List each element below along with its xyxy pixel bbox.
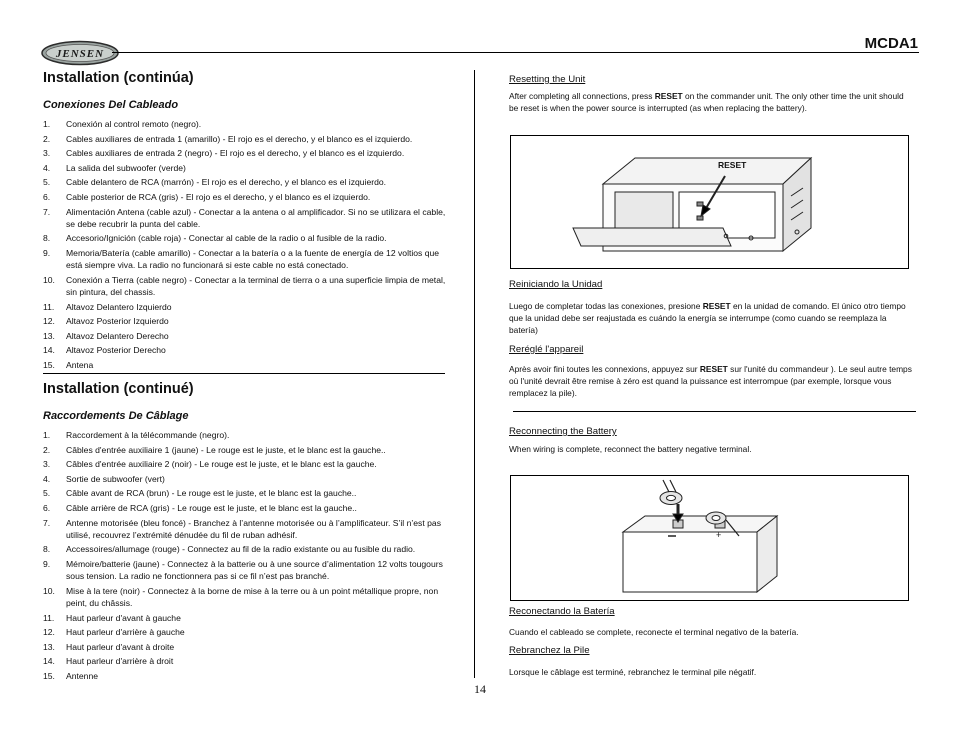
list-item [43, 359, 448, 371]
reset-es-heading: Reiniciando la Unidad [509, 279, 603, 290]
reset-fr-heading: Reréglé l'appareil [509, 344, 584, 355]
spanish-wiring-list [43, 118, 448, 371]
battery-en-text: When wiring is complete, reconnect the battery negative terminal. [509, 444, 752, 454]
reset-illustration [510, 135, 909, 269]
list-item-number: 2. [43, 133, 51, 144]
header-rule [112, 52, 919, 53]
list-item [43, 133, 448, 145]
svg-text:+: + [716, 530, 722, 540]
column-divider [474, 70, 475, 678]
list-item-number: 9. [43, 247, 51, 258]
spanish-section-subtitle: Conexiones Del Cableado [43, 99, 179, 111]
list-item [43, 301, 448, 313]
list-item-text: Mise à la tere (noir) - Connectez à la borne de mise à la terre ou à un point métallique propre, non peint, du châssis. [66, 585, 439, 608]
battery-fr-text: Lorsque le câblage est terminé, rebranchez le terminal pile négatif. [509, 667, 757, 677]
list-item-number: 8. [43, 233, 51, 244]
list-item [43, 232, 448, 244]
left-column [43, 70, 448, 374]
list-item-number: 1. [43, 430, 51, 440]
list-item [43, 502, 448, 514]
head-unit-drawing [511, 136, 908, 268]
list-item-number: 5. [43, 177, 51, 188]
list-item-number: 4. [43, 162, 51, 173]
list-item-number: 8. [43, 544, 51, 555]
list-item-number: 2. [43, 444, 51, 455]
list-item [43, 655, 448, 667]
list-item [43, 344, 448, 356]
list-item-text: Conexión a Tierra (cable negro) - Conectar a la terminal de tierra o a una superficie limpia de metal, sin pintura, del chassis. [66, 274, 446, 297]
list-item-text: Sortie de subwoofer (vert) [66, 473, 165, 484]
list-item-text: Altavoz Delantero Izquierdo [66, 301, 172, 312]
list-item-text: Altavoz Posterior Derecho [66, 345, 166, 356]
list-item [43, 118, 448, 130]
list-item-text: Antena [66, 359, 94, 370]
list-item-number: 6. [43, 502, 51, 513]
list-item-number: 1. [43, 119, 51, 129]
left-column-french [43, 381, 448, 685]
list-item-number: 13. [43, 330, 55, 341]
reset-es-text: Luego de completar todas las conexiones, presione RESET en la unidad de comando. El único otro tiempo que la unidad debe ser reajustada es cuándo la energía se interrumpe (como cuando se reemplaza la batería) [509, 301, 906, 335]
jensen-logo [40, 40, 120, 66]
reset-fr-text: Après avoir fini toutes les connexions, appuyez sur RESET sur l'unité du commandeur ). Le seul autre temps où l'unité devrait être remise à zéro est quand la puissance est interrompue (par exemple, lorsque vous remplacez la pile). [509, 364, 912, 398]
list-item-number: 6. [43, 191, 51, 202]
list-item-text: Haut parleur d'arrière à gauche [66, 627, 185, 638]
list-item-text: Alimentación Antena (cable azul) - Conectar a la antena o al amplificador. Si no se utilizara el cable, se debe recubrir la punta del cable. [66, 206, 446, 229]
list-item [43, 641, 448, 653]
list-item-text: Raccordement à la télécommande (negro). [66, 430, 230, 440]
list-item [43, 147, 448, 159]
list-item-text: Accesorio/Ignición (cable roja) - Conectar al cable de la radio o al fusible de la radio. [66, 233, 387, 244]
list-item [43, 429, 448, 441]
list-item-number: 7. [43, 206, 51, 217]
list-item-text: Cables auxiliares de entrada 2 (negro) - El rojo es el derecho, y el blanco es el izquierdo. [66, 148, 405, 159]
reset-en-text: After completing all connections, press RESET on the commander unit. The only other time the unit should be reset is when the power source is interrupted (as when replacing the battery). [509, 91, 904, 113]
reset-callout-label: RESET [718, 160, 747, 170]
list-item-number: 13. [43, 641, 55, 652]
list-item-number: 15. [43, 359, 55, 370]
list-item-number: 4. [43, 473, 51, 484]
list-item-text: Câble arrière de RCA (gris) - Le rouge est le juste, et le blanc est la gauche.. [66, 502, 357, 513]
list-item-text: Cable delantero de RCA (marrón) - El rojo es el derecho, y el blanco es el izquierdo. [66, 177, 387, 188]
battery-en-heading: Reconnecting the Battery [509, 426, 617, 437]
french-section-title: Installation (continué) [43, 381, 194, 397]
battery-es-heading: Reconectando la Batería [509, 606, 615, 617]
list-item-text: Altavoz Posterior Izquierdo [66, 316, 169, 327]
list-item-text: Conexión al control remoto (negro). [66, 119, 202, 129]
right-section-divider [513, 411, 916, 412]
list-item-number: 12. [43, 316, 55, 327]
battery-illustration [510, 475, 909, 601]
list-item [43, 315, 448, 327]
reset-en-heading: Resetting the Unit [509, 74, 586, 85]
list-item [43, 473, 448, 485]
list-item-text: Mémoire/batterie (jaune) - Connectez à la batterie ou à une source d’alimentation 12 volts tougours sous tension. La radio ne fonctionnera pas si ce fil n’est pas branché. [66, 558, 443, 582]
list-item-text: Câble avant de RCA (brun) - Le rouge est le juste, et le blanc est la gauche.. [66, 488, 357, 499]
list-item-text: Memoria/Batería (cable amarillo) - Conectar a la batería o a la fuente de energía de 12 voltios que está siempre viva. La radio no funcionará si este cable no está conectado. [66, 247, 440, 271]
list-item-text: La salida del subwoofer (verde) [66, 162, 186, 173]
list-item-number: 11. [43, 301, 55, 312]
list-item-number: 10. [43, 274, 55, 285]
battery-drawing [511, 476, 908, 600]
list-item-text: Haut parleur d'arrière à droit [66, 656, 174, 667]
list-item-number: 11. [43, 612, 55, 623]
list-item [43, 162, 448, 174]
list-item-text: Antenne [66, 670, 99, 681]
list-item [43, 612, 448, 624]
list-item-text: Haut parleur d'avant à gauche [66, 612, 181, 623]
list-item-number: 3. [43, 459, 51, 470]
list-item-number: 12. [43, 627, 55, 638]
list-item-number: 14. [43, 345, 55, 356]
list-item-text: Câbles d'entrée auxiliaire 1 (jaune) - Le rouge est le juste, et le blanc est la gauche.. [66, 444, 386, 455]
list-item-text: Cable posterior de RCA (gris) - El rojo es el derecho, y el blanco es el izquierdo. [66, 191, 371, 202]
list-item-text: Accessoires/allumage (rouge) - Connectez au fil de la radio existante ou au fusible du radio. [66, 544, 416, 555]
list-item-number: 5. [43, 488, 51, 499]
list-item-number: 10. [43, 585, 55, 596]
list-item [43, 191, 448, 203]
list-item [43, 206, 448, 230]
list-item [43, 458, 448, 470]
list-item [43, 543, 448, 555]
list-item [43, 517, 448, 541]
list-item [43, 330, 448, 342]
battery-es-text: Cuando el cableado se complete, reconecte el terminal negativo de la batería. [509, 627, 799, 637]
list-item [43, 176, 448, 188]
list-item-number: 15. [43, 670, 55, 681]
french-section-subtitle: Raccordements De Câblage [43, 410, 189, 422]
list-item-text: Haut parleur d'avant à droite [66, 641, 175, 652]
list-item [43, 444, 448, 456]
battery-fr-heading: Rebranchez la Pile [509, 645, 590, 656]
list-item [43, 626, 448, 638]
list-item [43, 487, 448, 499]
spanish-section-title: Installation (continúa) [43, 70, 194, 86]
list-item-number: 14. [43, 656, 55, 667]
list-item [43, 274, 448, 298]
section-divider [43, 373, 445, 374]
list-item-text: Câbles d'entrée auxiliaire 2 (noir) - Le rouge est le juste, et le blanc est la gauche. [66, 459, 377, 470]
list-item-text: Antenne motorisée (bleu foncé) - Branchez à l’antenne motorisée ou à l’amplificateur. S’il n’est pas utilisé, recouvrez l’extrémité dénudée du fil de ruban adhésif. [66, 517, 441, 540]
page-number: 14 [474, 682, 486, 696]
list-item [43, 670, 448, 682]
svg-text:JENSEN: JENSEN [55, 48, 105, 60]
list-item-number: 3. [43, 148, 51, 159]
model-name: MCDA1 [864, 35, 918, 52]
list-item [43, 558, 448, 582]
list-item-text: Cables auxiliares de entrada 1 (amarillo) - El rojo es el derecho, y el blanco es el izquierdo. [66, 133, 413, 144]
list-item-number: 9. [43, 558, 51, 569]
french-wiring-list [43, 429, 448, 682]
list-item-number: 7. [43, 517, 51, 528]
list-item-text: Altavoz Delantero Derecho [66, 330, 169, 341]
list-item [43, 585, 448, 609]
list-item [43, 247, 448, 271]
